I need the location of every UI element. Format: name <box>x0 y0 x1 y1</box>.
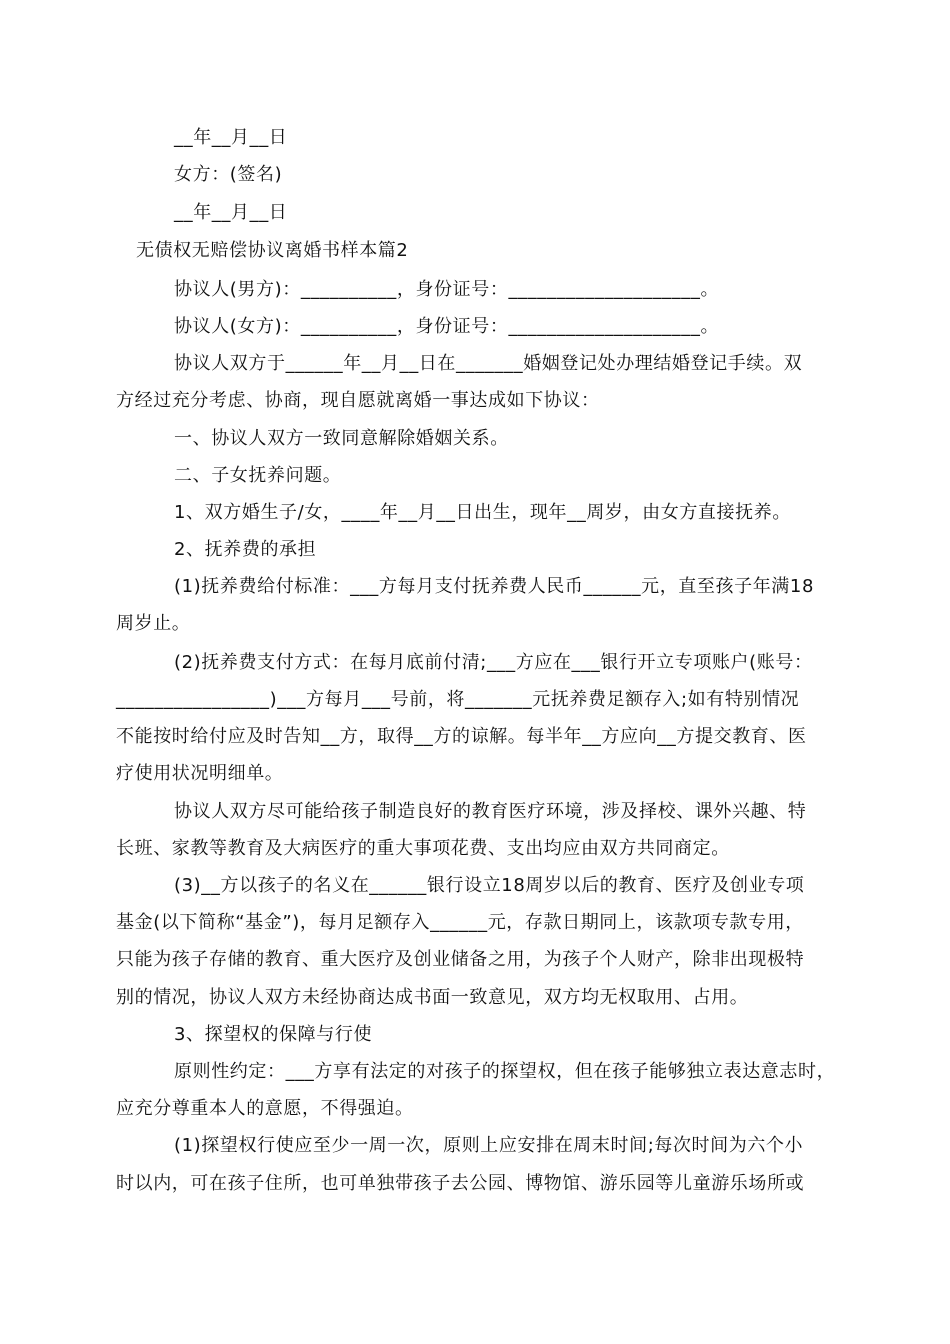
section-heading: 无债权无赔偿协议离婚书样本篇2 <box>136 240 409 261</box>
paragraph-line: 方经过充分考虑、协商，现自愿就离婚一事达成如下协议： <box>116 390 600 411</box>
paragraph-line: 长班、家教等教育及大病医疗的重大事项花费、支出均应由双方共同商定。 <box>116 838 730 859</box>
clause-line: 一、协议人双方一致同意解除婚姻关系。 <box>174 428 509 449</box>
paragraph-line: 协议人双方尽可能给孩子制造良好的教育医疗环境，涉及择校、课外兴趣、特 <box>174 801 807 822</box>
paragraph-line: (3)__方以孩子的名义在______银行设立18周岁以后的教育、医疗及创业专项 <box>174 875 805 896</box>
paragraph-line: 应充分尊重本人的意愿，不得强迫。 <box>116 1098 414 1119</box>
clause-line: 2、抚养费的承担 <box>174 539 317 560</box>
date-line-2: __年__月__日 <box>174 202 288 223</box>
clause-line: 3、探望权的保障与行使 <box>174 1024 373 1045</box>
female-signature-line: 女方：(签名) <box>174 164 283 185</box>
paragraph-line: (1)抚养费给付标准：___方每月支付抚养费人民币______元，直至孩子年满18 <box>174 576 814 597</box>
paragraph-line: 疗使用状况明细单。 <box>116 763 284 784</box>
paragraph-line: 原则性约定：___方享有法定的对孩子的探望权，但在孩子能够独立表达意志时， <box>174 1061 836 1082</box>
paragraph-line: 别的情况，协议人双方未经协商达成书面一致意见，双方均无权取用、占用。 <box>116 987 749 1008</box>
paragraph-line: 协议人双方于______年__月__日在_______婚姻登记处办理结婚登记手续。双 <box>174 353 803 374</box>
date-line-1: __年__月__日 <box>174 127 288 148</box>
clause-line: 1、双方婚生子/女，____年__月__日出生，现年__周岁，由女方直接抚养。 <box>174 502 791 523</box>
party-female-line: 协议人(女方)：__________，身份证号：____________________。 <box>174 316 720 337</box>
paragraph-line: 周岁止。 <box>116 613 191 634</box>
paragraph-line: ________________)___方每月___号前，将_______元抚养费足额存入;如有特别情况 <box>116 689 800 710</box>
paragraph-line: 不能按时给付应及时告知__方，取得__方的谅解。每半年__方应向__方提交教育、医 <box>116 726 807 747</box>
paragraph-line: 基金(以下简称“基金”)，每月足额存入______元，存款日期同上，该款项专款专用， <box>116 912 804 933</box>
paragraph-line: (1)探望权行使应至少一周一次，原则上应安排在周末时间;每次时间为六个小 <box>174 1135 804 1156</box>
paragraph-line: (2)抚养费支付方式：在每月底前付清;___方应在___银行开立专项账户(账号： <box>174 652 813 673</box>
clause-line: 二、子女抚养问题。 <box>174 465 342 486</box>
paragraph-line: 时以内，可在孩子住所，也可单独带孩子去公园、博物馆、游乐园等儿童游乐场所或 <box>116 1173 805 1194</box>
paragraph-line: 只能为孩子存储的教育、重大医疗及创业储备之用，为孩子个人财产，除非出现极特 <box>116 949 805 970</box>
party-male-line: 协议人(男方)：__________，身份证号：____________________。 <box>174 279 720 300</box>
